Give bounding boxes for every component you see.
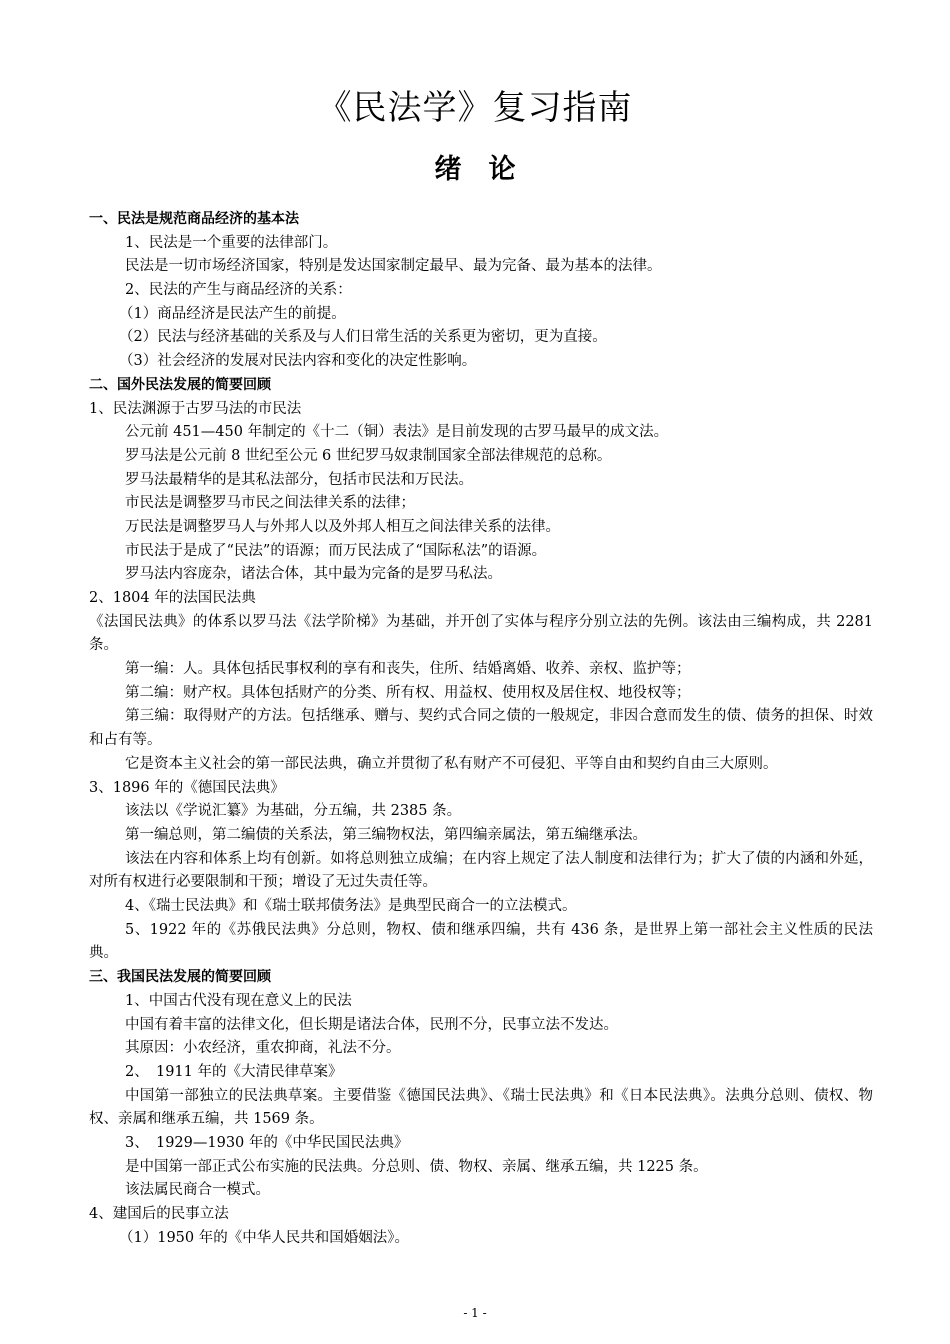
subsection-heading: 4、建国后的民事立法 bbox=[89, 1206, 229, 1223]
paragraph: 第二编：财产权。具体包括财产的分类、所有权、用益权、使用权及居住权、地役权等； bbox=[125, 684, 691, 701]
section-heading-2: 二、国外民法发展的简要回顾 bbox=[89, 376, 271, 393]
subsection-heading: 2、1804 年的法国民法典 bbox=[89, 590, 256, 606]
chapter-title: 绪 论 bbox=[434, 154, 516, 185]
paragraph: 《法国民法典》的体系以罗马法《法学阶梯》为基础，并开创了实体与程序分别立法的先例。该法由三编构成，共 2281 条。 bbox=[89, 613, 873, 654]
paragraph: 第一编总则，第二编债的关系法，第三编物权法，第四编亲属法，第五编继承法。 bbox=[125, 826, 647, 843]
paragraph: 其原因：小农经济，重农抑商，礼法不分。 bbox=[125, 1040, 401, 1057]
paragraph: 罗马法最精华的是其私法部分，包括市民法和万民法。 bbox=[125, 471, 473, 488]
paragraph: 市民法于是成了“民法”的语源；而万民法成了“国际私法”的语源。 bbox=[125, 542, 547, 559]
section-heading-1: 一、民法是规范商品经济的基本法 bbox=[89, 211, 299, 227]
paragraph: 中国第一部独立的民法典草案。主要借鉴《德国民法典》、《瑞士民法典》和《日本民法典》。法典分总则、债权、物权、亲属和继承五编，共 1569 条。 bbox=[89, 1087, 873, 1128]
paragraph: 该法属民商合一模式。 bbox=[125, 1182, 270, 1199]
paragraph: 第三编：取得财产的方法。包括继承、赠与、契约式合同之债的一般规定，非因合意而发生的债、债务的担保、时效和占有等。 bbox=[89, 708, 873, 749]
page-number: - 1 - bbox=[463, 1306, 487, 1320]
paragraph: 是中国第一部正式公布实施的民法典。分总则、债、物权、亲属、继承五编，共 1225 条。 bbox=[125, 1158, 708, 1175]
subsection-heading: 1、中国古代没有现在意义上的民法 bbox=[125, 992, 352, 1009]
paragraph: 1、民法是一个重要的法律部门。 bbox=[125, 234, 338, 251]
list-item: （3）社会经济的发展对民法内容和变化的决定性影响。 bbox=[119, 353, 477, 370]
paragraph: 第一编：人。具体包括民事权利的享有和丧失，住所、结婚离婚、收养、亲权、监护等； bbox=[125, 661, 691, 678]
paragraph: 2、民法的产生与商品经济的关系： bbox=[125, 282, 352, 299]
paragraph: 罗马法内容庞杂，诸法合体，其中最为完备的是罗马私法。 bbox=[125, 566, 502, 583]
paragraph: 中国有着丰富的法律文化，但长期是诸法合体，民刑不分，民事立法不发达。 bbox=[125, 1016, 618, 1033]
paragraph: 它是资本主义社会的第一部民法典，确立并贯彻了私有财产不可侵犯、平等自由和契约自由三大原则。 bbox=[125, 755, 778, 772]
section-heading-3: 三、我国民法发展的简要回顾 bbox=[89, 969, 271, 986]
subsection-heading: 3、 1929—1930 年的《中华民国民法典》 bbox=[125, 1134, 409, 1151]
document-body bbox=[89, 208, 873, 1250]
paragraph: 5、1922 年的《苏俄民法典》分总则，物权、债和继承四编，共有 436 条，是世界上第一部社会主义性质的民法典。 bbox=[89, 921, 873, 962]
subsection-heading: 3、1896 年的《德国民法典》 bbox=[89, 779, 285, 796]
paragraph: 该法以《学说汇纂》为基础，分五编，共 2385 条。 bbox=[125, 803, 462, 820]
paragraph: 万民法是调整罗马人与外邦人以及外邦人相互之间法律关系的法律。 bbox=[125, 518, 560, 535]
list-item: （1）商品经济是民法产生的前提。 bbox=[119, 305, 346, 322]
subsection-heading: 2、 1911 年的《大清民律草案》 bbox=[125, 1063, 343, 1080]
paragraph: 4、《瑞士民法典》和《瑞士联邦债务法》是典型民商合一的立法模式。 bbox=[125, 898, 577, 915]
paragraph: 市民法是调整罗马市民之间法律关系的法律； bbox=[125, 495, 415, 512]
subsection-heading: 1、民法渊源于古罗马法的市民法 bbox=[89, 400, 302, 417]
paragraph: 公元前 451—450 年制定的《十二（铜）表法》是目前发现的古罗马最早的成文法。 bbox=[125, 424, 669, 441]
paragraph: 该法在内容和体系上均有创新。如将总则独立成编；在内容上规定了法人制度和法律行为；扩大了债的内涵和外延，对所有权进行必要限制和干预；增设了无过失责任等。 bbox=[89, 850, 873, 891]
paragraph: 罗马法是公元前 8 世纪至公元 6 世纪罗马奴隶制国家全部法律规范的总称。 bbox=[125, 447, 612, 464]
paragraph: 民法是一切市场经济国家，特别是发达国家制定最早、最为完备、最为基本的法律。 bbox=[125, 258, 662, 275]
document-title: 《民法学》复习指南 bbox=[317, 88, 633, 128]
list-item: （2）民法与经济基础的关系及与人们日常生活的关系更为密切，更为直接。 bbox=[119, 329, 607, 346]
list-item: （1）1950 年的《中华人民共和国婚姻法》。 bbox=[119, 1229, 409, 1246]
